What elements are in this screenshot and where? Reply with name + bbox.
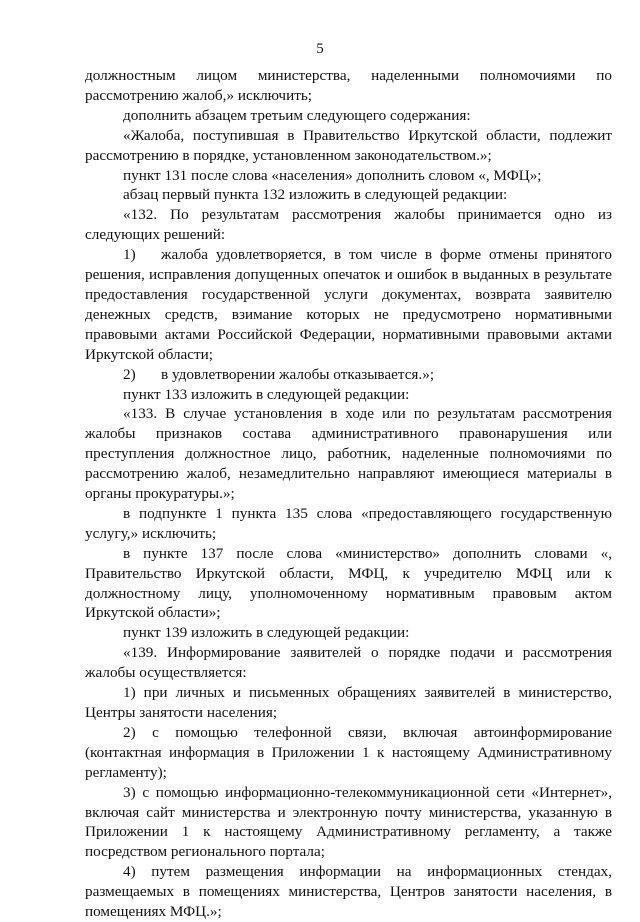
list-item	[85, 245, 612, 364]
paragraph: «133. В случае установления в ходе или по результатам рассмотрения жалобы признаков состава административного правонарушения или преступления должностное лицо, работник, наделенные полномочиями по рассмотрению жалоб, незамедлительно направляют имеющиеся материалы в органы прокуратуры.»;	[85, 405, 612, 503]
list-number: 1)	[123, 246, 136, 264]
paragraph: в пункте 137 после слова «министерство» дополнить словами «, Правительство Иркутской области, МФЦ, к учредителю МФЦ или к должностному лицу, уполномоченному нормативным правовым актом Иркутской области»;	[85, 544, 612, 622]
paragraph: абзац первый пункта 132 изложить в следующей редакции:	[123, 186, 508, 204]
list-item	[85, 365, 612, 385]
paragraph: пункт 133 изложить в следующей редакции:	[123, 385, 410, 403]
paragraph: 3) с помощью информационно-телекоммуникационной сети «Интернет», включая сайт министерства и электронную почту министерства, указанную в Приложении 1 к настоящему Административному регламенту, а также посредством регионального портала;	[85, 783, 612, 861]
paragraph: «139. Информирование заявителей о порядке подачи и рассмотрения жалобы осуществляется:	[85, 644, 612, 682]
paragraph: дополнить абзацем третьим следующего содержания:	[123, 106, 471, 124]
list-item-text: жалоба удовлетворяется, в том числе в форме отмены принятого решения, исправления допущенных опечаток и ошибок в выданных в результате предоставления государственной услуги документах, возврата заявителю денежных средств, взимание которых не предусмотрено нормативными правовыми актами Российской Федерации, нормативными правовыми актами Иркутской области;	[85, 246, 612, 363]
paragraph: в подпункте 1 пункта 135 слова «предоставляющего государственную услугу,» исключить;	[85, 504, 612, 542]
paragraph: 1) при личных и письменных обращениях заявителей в министерство, Центры занятости населения;	[85, 684, 612, 721]
document-body	[85, 66, 612, 922]
paragraph: 2) с помощью телефонной связи, включая автоинформирование (контактная информация в Приложении 1 к настоящему Административному регламенту);	[85, 723, 612, 781]
paragraph: пункт 139 изложить в следующей редакции:	[123, 624, 410, 642]
paragraph: 4) путем размещения информации на информационных стендах, размещаемых в помещениях министерства, Центров занятости населения, в помещениях МФЦ.»;	[85, 863, 612, 921]
paragraph: пункт 131 после слова «населения» дополнить словом «, МФЦ»;	[123, 166, 542, 184]
paragraph: «132. По результатам рассмотрения жалобы принимается одно из следующих решений:	[85, 206, 612, 244]
paragraph: «Жалоба, поступившая в Правительство Иркутской области, подлежит рассмотрению в порядке, установленном законодательством.»;	[85, 126, 612, 164]
list-item-text: в удовлетворении жалобы отказывается.»;	[161, 365, 435, 383]
paragraph: должностным лицом министерства, наделенными полномочиями по рассмотрению жалоб,» исключить;	[85, 67, 612, 104]
page-number: 5	[316, 41, 324, 57]
list-number: 2)	[123, 365, 136, 383]
